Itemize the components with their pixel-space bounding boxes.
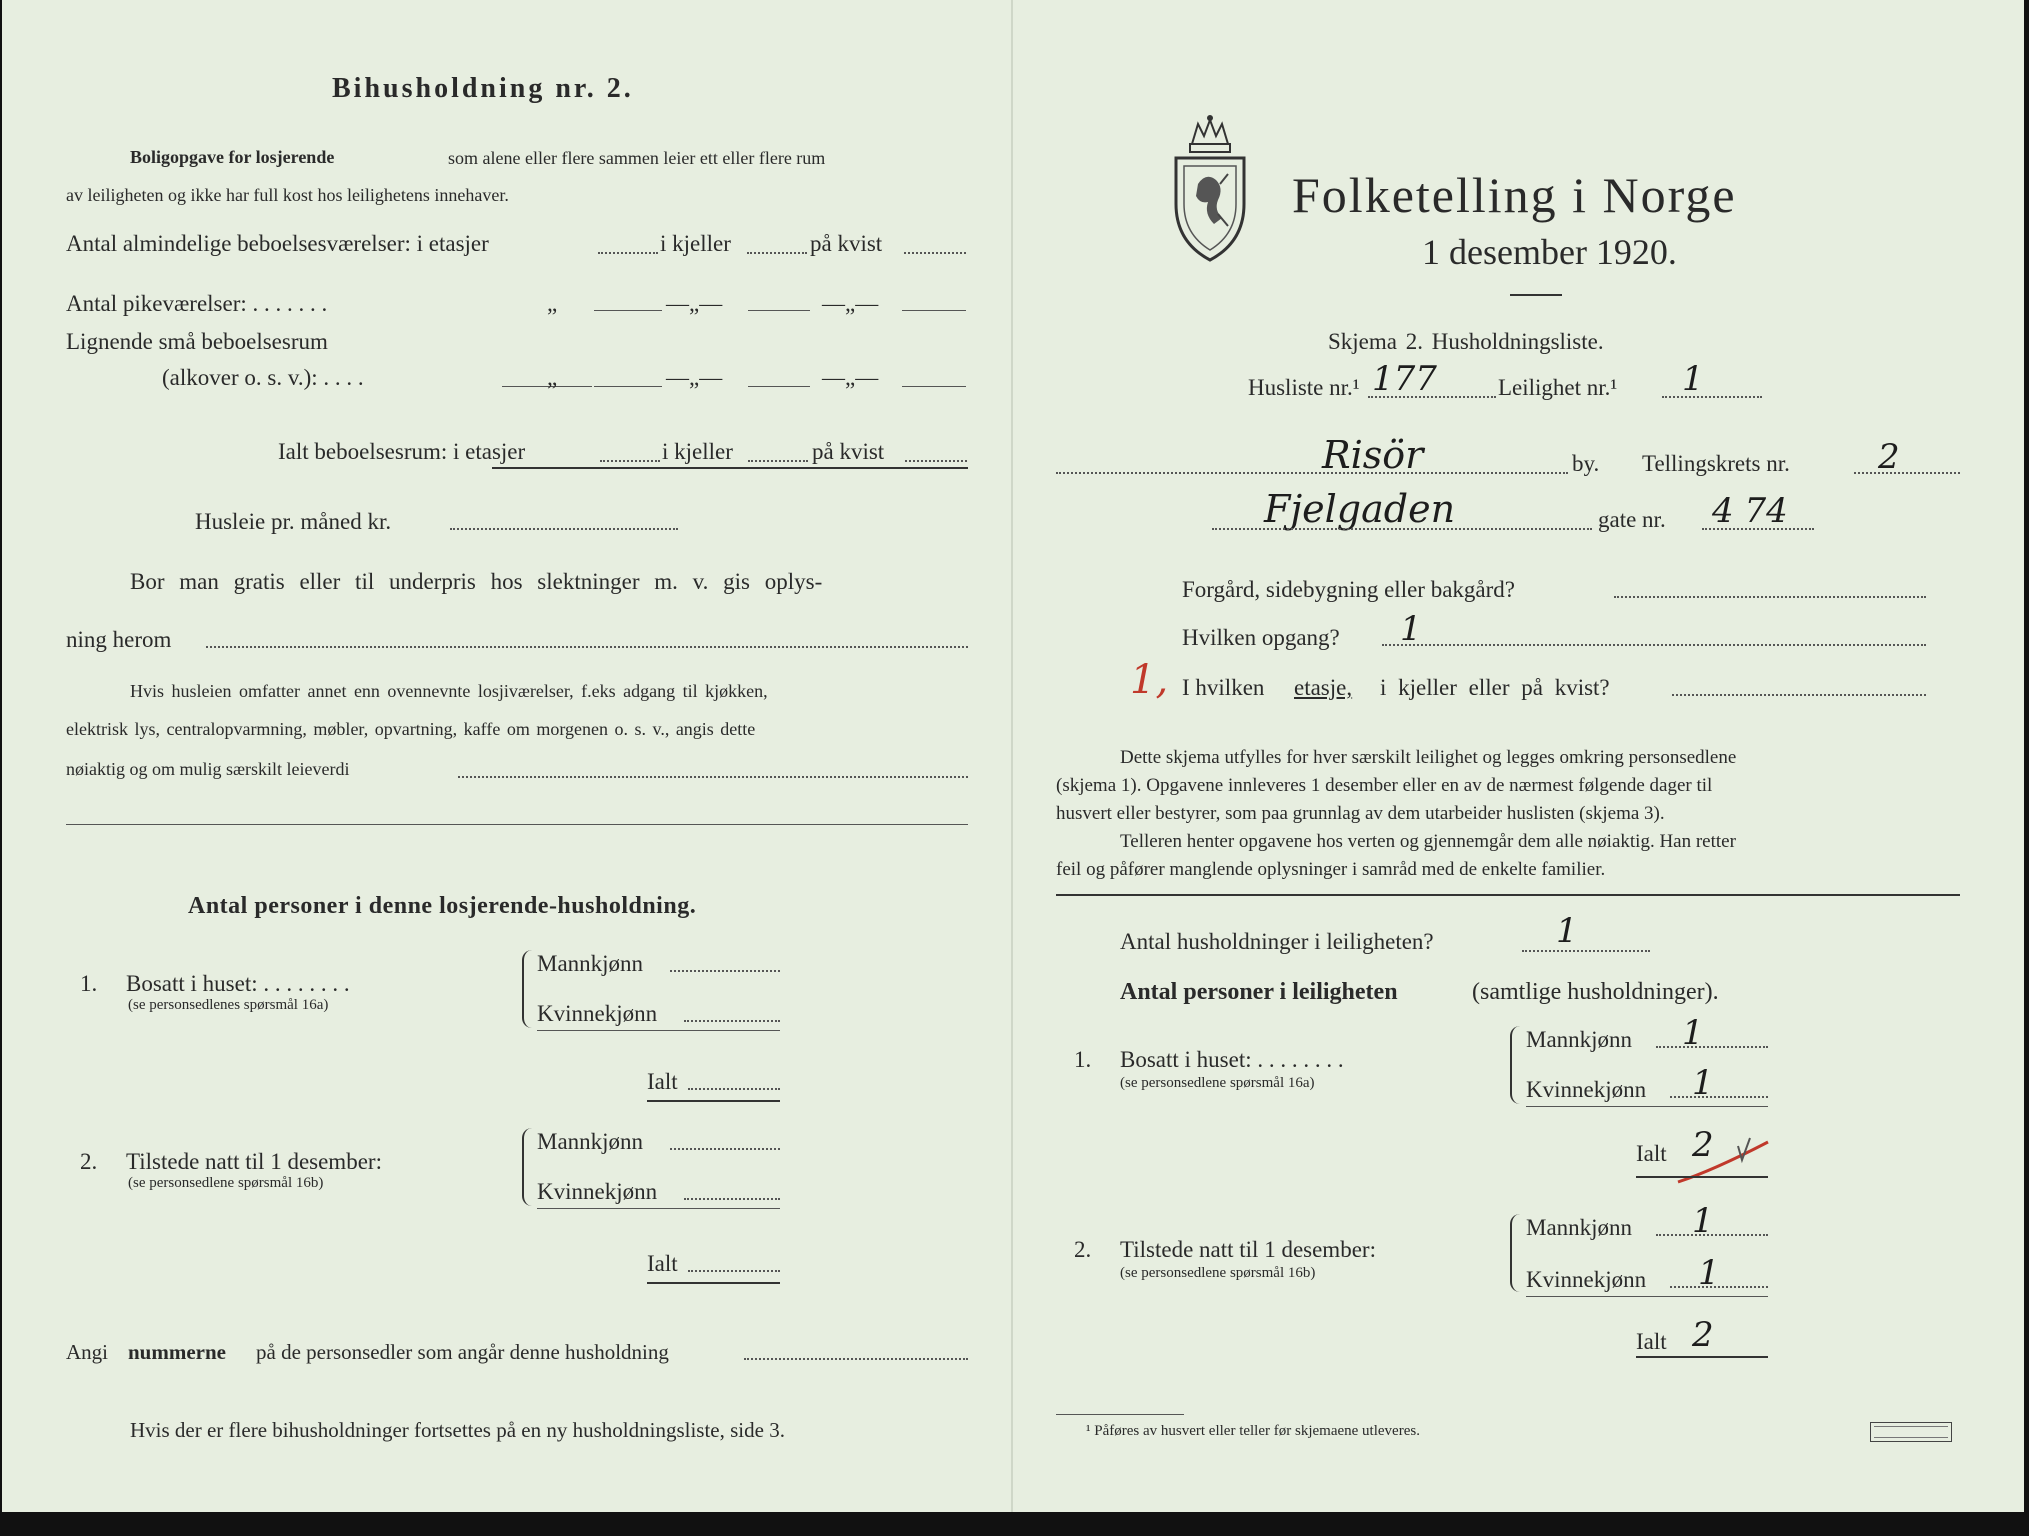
hush-field — [1522, 950, 1650, 952]
gate-label: gate nr. — [1598, 507, 1666, 532]
left-q1-kvinne-field[interactable] — [684, 1020, 780, 1022]
left-q2-kvinne-field[interactable] — [684, 1198, 780, 1200]
alkover-field-4 — [902, 386, 966, 387]
ialt-kvist-field[interactable] — [905, 460, 967, 462]
left-q2-rule — [537, 1208, 780, 1209]
right-q2-mann-field — [1656, 1234, 1768, 1236]
instructions-2: Telleren henter opgavene hos verten og gjennemgår dem alle nøiaktig. Han retter feil og påfører manglende oplysninger i samråd med de enkelte familier. — [1056, 831, 1736, 880]
right-q1-ialt-label: Ialt — [1636, 1141, 1667, 1166]
footnote: ¹ Påføres av husvert eller teller før skjemaene utleveres. — [1086, 1423, 1420, 1439]
left-q2-label: Tilstede natt til 1 desember: — [126, 1149, 382, 1174]
leilighet-field — [1662, 396, 1762, 398]
gate-nr-value[interactable]: 4 74 — [1712, 491, 1788, 531]
hvis-line3: nøiaktig og om mulig særskilt leieverdi — [66, 759, 350, 779]
left-q2-num: 2. — [80, 1149, 98, 1174]
pike-field-1 — [594, 310, 662, 311]
pike-ditto-1: „ — [547, 291, 558, 316]
right-q1-kvinne-field — [1670, 1096, 1768, 1098]
ialt-kvist-label: på kvist — [812, 439, 885, 464]
leilighet-label: Leilighet nr.¹ — [1498, 375, 1618, 400]
right-q2-num: 2. — [1074, 1237, 1092, 1262]
right-q2-label: Tilstede natt til 1 desember: — [1120, 1237, 1376, 1262]
right-q1-mann-field — [1656, 1046, 1768, 1048]
by-value[interactable]: Risör — [1322, 433, 1424, 477]
bor-line1: Bor man gratis eller til underpris hos slektninger m. v. gis oplys- — [130, 569, 823, 594]
husliste-field — [1368, 396, 1496, 398]
left-q1-rule — [537, 1030, 780, 1031]
right-q2-ialt-rule — [1636, 1356, 1768, 1358]
pike-field-2 — [748, 310, 810, 311]
pike-ditto-3: —„— — [822, 291, 879, 316]
gate-field — [1212, 528, 1592, 530]
angi-bold: nummerne — [128, 1340, 226, 1364]
ialt-rule — [492, 467, 968, 469]
hvis-line1: Hvis husleien omfatter annet enn ovennevnte losjiværelser, f.eks adgang til kjøkken, — [130, 681, 768, 701]
ialt-kjeller-label: i kjeller — [662, 439, 733, 464]
gate-nr-field — [1702, 528, 1814, 530]
right-q1-brace — [1510, 1026, 1522, 1104]
etasje-field[interactable] — [1672, 694, 1926, 696]
right-title: Folketelling i Norge — [1292, 167, 1737, 223]
left-q1-label: Bosatt i huset: . . . . . . . . — [126, 971, 350, 996]
pike-label: Antal pikeværelser: . . . . . . . — [66, 291, 328, 316]
left-q1-kvinne-label: Kvinnekjønn — [537, 1001, 658, 1026]
right-q2-kvinne-field — [1670, 1286, 1768, 1288]
right-q2-rule — [1526, 1296, 1768, 1297]
pike-field-3 — [902, 310, 966, 311]
instructions-1: Dette skjema utfylles for hver særskilt leilighet og legges omkring personsedlene (skjema 1). Opgavene innleveres 1 desember eller en av de nærmest følgende dager til husvert eller bestyrer, som paa grunnlag av dem utarbeider huslisten (skjema 3). — [1056, 747, 1737, 824]
gate-value[interactable]: Fjelgaden — [1264, 487, 1456, 531]
right-q1-num: 1. — [1074, 1047, 1092, 1072]
right-q2-sub: (se personsedlene spørsmål 16b) — [1120, 1265, 1316, 1281]
right-q1-kvinne-label: Kvinnekjønn — [1526, 1077, 1647, 1102]
rooms-etasjer-field[interactable] — [598, 252, 658, 254]
right-q2-mann-label: Mannkjønn — [1526, 1215, 1633, 1240]
right-q1-kvinne-value[interactable]: 1 — [1692, 1063, 1714, 1103]
husliste-label: Husliste nr.¹ — [1248, 375, 1360, 400]
tellingskrets-value[interactable]: 2 — [1878, 437, 1900, 477]
left-q1-mann-field[interactable] — [670, 970, 780, 972]
tellingskrets-field — [1854, 472, 1960, 474]
opgang-label: Hvilken opgang? — [1182, 625, 1340, 650]
left-q1-ialt-rule — [647, 1100, 780, 1102]
tellingskrets-label: Tellingskrets nr. — [1642, 451, 1790, 476]
left-title: Bihusholdning nr. 2. — [332, 73, 634, 104]
printer-stamp-icon — [1870, 1422, 1952, 1442]
angi-rest: på de personsedler som angår denne husholdning — [256, 1340, 669, 1364]
leilighet-value[interactable]: 1 — [1682, 359, 1704, 399]
left-q2-mann-field[interactable] — [670, 1148, 780, 1150]
leieverdi-line2 — [66, 824, 968, 825]
left-q1-brace — [522, 950, 534, 1028]
footnote-rule — [1056, 1414, 1184, 1415]
left-q2-sub: (se personsedlene spørsmål 16b) — [128, 1175, 324, 1191]
alkover-ditto-3: —„— — [822, 365, 879, 390]
forgaard-field[interactable] — [1614, 596, 1926, 598]
right-q2-ialt-label: Ialt — [1636, 1329, 1667, 1354]
opgang-value[interactable]: 1 — [1400, 609, 1422, 649]
instructions-block — [1056, 744, 1960, 884]
rooms-label: Antal almindelige beboelsesværelser: i etasjer — [66, 231, 489, 256]
pike-ditto-2: —„— — [666, 291, 723, 316]
left-q1-sub: (se personsedlenes spørsmål 16a) — [128, 997, 329, 1013]
bor-line2: ning herom — [66, 627, 172, 652]
alkover-field-3 — [748, 386, 810, 387]
right-q2-kvinne-value[interactable]: 1 — [1698, 1253, 1720, 1293]
forgaard-label: Forgård, sidebygning eller bakgård? — [1182, 577, 1515, 602]
husleie-label: Husleie pr. måned kr. — [195, 509, 392, 534]
left-q2-brace — [522, 1128, 534, 1206]
etasje-label-post: i kjeller eller på kvist? — [1380, 675, 1610, 700]
right-persons-heading-rest: (samtlige husholdninger). — [1472, 979, 1719, 1005]
intro-line2: av leiligheten og ikke har full kost hos leilighetens innehaver. — [66, 185, 509, 205]
ialt-rooms-label: Ialt beboelsesrum: i etasjer — [278, 439, 526, 464]
rooms-kvist-label: på kvist — [810, 231, 883, 256]
right-q2-brace — [1510, 1214, 1522, 1292]
schema-label: Skjema 2. Husholdningsliste. — [1328, 329, 1604, 354]
intro-rest: som alene eller flere sammen leier ett eller flere rum — [448, 148, 826, 168]
hvis-line2: elektrisk lys, centralopvarmning, møbler, opvartning, kaffe om morgenen o. s. v., angis dette — [66, 719, 756, 739]
etasje-mark: 1, — [1130, 657, 1169, 703]
intro-bold: Boligopgave for losjerende — [130, 147, 335, 167]
by-field — [1056, 472, 1568, 474]
lignende-label: Lignende små beboelsesrum — [66, 329, 328, 354]
left-persons-heading: Antal personer i denne losjerende-husholdning. — [188, 893, 697, 919]
right-persons-heading-bold: Antal personer i leiligheten — [1120, 979, 1398, 1005]
angi-field[interactable] — [744, 1358, 968, 1360]
right-q1-ialt-value[interactable]: 2 — [1692, 1125, 1714, 1165]
right-q1-ialt-rule — [1636, 1176, 1768, 1178]
left-q1-ialt-field[interactable] — [688, 1088, 780, 1090]
right-q1-sub: (se personsedlene spørsmål 16a) — [1120, 1075, 1315, 1091]
date-rule — [1510, 294, 1562, 296]
left-q2-ialt-field[interactable] — [688, 1270, 780, 1272]
leieverdi-field[interactable] — [458, 776, 968, 778]
alkover-ditto-1: „ — [547, 365, 558, 390]
rooms-kvist-field[interactable] — [904, 252, 966, 254]
right-q2-ialt-value[interactable]: 2 — [1692, 1315, 1714, 1355]
strike-mark-icon — [1674, 1136, 1774, 1188]
opgang-field — [1382, 644, 1926, 646]
by-label: by. — [1572, 451, 1600, 476]
alkover-ditto-2: —„— — [666, 365, 723, 390]
hush-value[interactable]: 1 — [1556, 911, 1578, 951]
right-q1-mann-value[interactable]: 1 — [1682, 1013, 1704, 1053]
left-q1-ialt-label: Ialt — [647, 1069, 678, 1094]
husliste-value[interactable]: 177 — [1372, 359, 1437, 399]
right-q2-mann-value[interactable]: 1 — [1692, 1201, 1714, 1241]
right-q1-mann-label: Mannkjønn — [1526, 1027, 1633, 1052]
alkover-field-2 — [594, 386, 662, 387]
right-date: 1 desember 1920. — [1422, 232, 1677, 272]
rooms-kjeller-label: i kjeller — [660, 231, 731, 256]
left-q2-kvinne-label: Kvinnekjønn — [537, 1179, 658, 1204]
left-q2-ialt-label: Ialt — [647, 1251, 678, 1276]
bor-field[interactable] — [206, 646, 968, 648]
instructions-rule — [1056, 894, 1960, 896]
coat-of-arms-icon — [1170, 114, 1250, 264]
ialt-kjeller-field[interactable] — [748, 460, 808, 462]
ialt-etasjer-field[interactable] — [600, 460, 660, 462]
left-q1-mann-label: Mannkjønn — [537, 951, 644, 976]
left-q1-num: 1. — [80, 971, 98, 996]
angi-pre: Angi — [66, 1340, 108, 1364]
left-footer: Hvis der er flere bihusholdninger fortsettes på en ny husholdningsliste, side 3. — [130, 1418, 785, 1442]
hush-label: Antal husholdninger i leiligheten? — [1120, 929, 1434, 954]
etasje-label-pre: I hvilken — [1182, 675, 1265, 700]
left-q2-ialt-rule — [647, 1282, 780, 1284]
right-q1-label: Bosatt i huset: . . . . . . . . — [1120, 1047, 1344, 1072]
husleie-field[interactable] — [450, 528, 678, 530]
right-q2-kvinne-label: Kvinnekjønn — [1526, 1267, 1647, 1292]
left-q2-mann-label: Mannkjønn — [537, 1129, 644, 1154]
etasje-label-underlined: etasje, — [1294, 675, 1353, 700]
page-fold — [1011, 0, 1013, 1512]
census-form-sheet — [2, 0, 2024, 1512]
rooms-kjeller-field[interactable] — [747, 252, 807, 254]
right-q1-rule — [1526, 1106, 1768, 1107]
alkover-label: (alkover o. s. v.): . . . . — [162, 365, 364, 390]
